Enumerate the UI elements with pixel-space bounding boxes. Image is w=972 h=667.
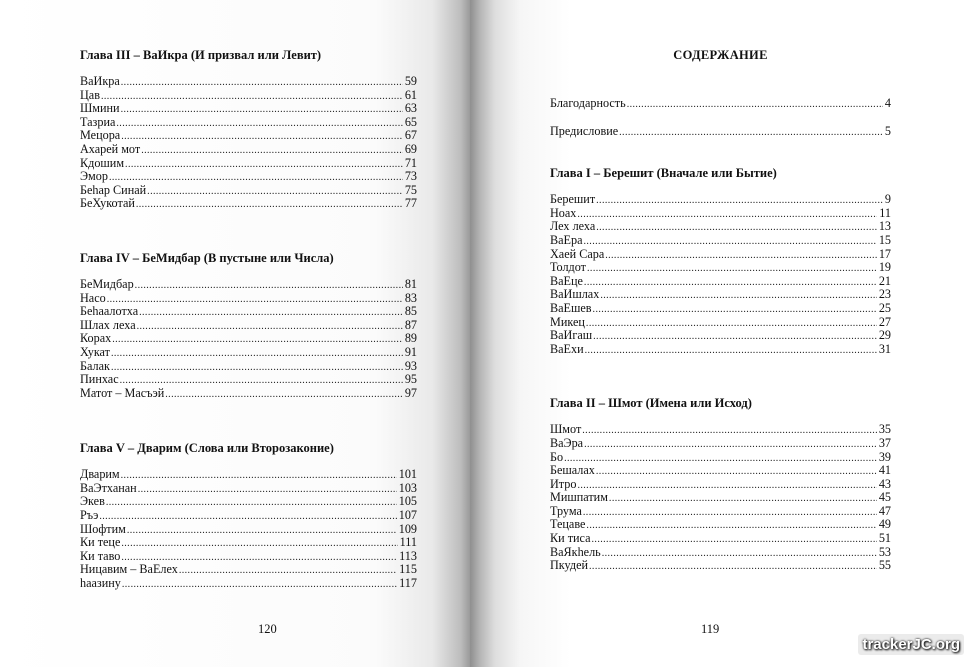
toc-entry[interactable] [550,288,891,302]
toc-entry-page: 37 [878,435,891,450]
dot-leader [101,90,403,104]
toc-entry-label: Ахарей мот [80,141,141,156]
toc-entry-page: 111 [399,535,417,550]
page-title: СОДЕРЖАНИЕ [673,48,768,62]
toc-entry-label: Ноах [550,205,577,220]
toc-entry[interactable] [550,451,891,465]
toc-entry-page: 21 [878,273,891,288]
dot-leader [582,424,877,438]
right-page [470,0,972,667]
toc-entry-page: 11 [879,205,891,220]
toc-entry[interactable] [80,292,417,306]
toc-entry[interactable] [80,116,417,130]
toc-entry[interactable] [550,464,891,478]
toc-entry-page: 105 [398,494,417,509]
toc-entry[interactable] [550,275,891,289]
left-page-toc [80,48,417,591]
toc-entry-label: ВаЯкһель [550,544,601,559]
toc-entry[interactable] [80,563,417,577]
toc-entry-page: 43 [878,476,891,491]
toc-entry[interactable] [550,518,891,532]
toc-entry[interactable] [550,261,891,275]
toc-entry[interactable] [80,197,417,211]
toc-entry-label: Микец [550,314,585,329]
toc-entry-page: 77 [404,196,417,211]
chapter-heading: Глава V – Дварим (Слова или Второзаконие) [80,441,334,456]
toc-entry-label: Цав [80,87,100,102]
toc-entry-label: БеМидбар [80,276,134,291]
front-matter-list [550,97,891,111]
dot-leader [135,279,403,293]
toc-entry-label: ВаИкра [80,74,120,88]
toc-entry-page: 83 [404,290,417,305]
dot-leader [584,438,877,452]
toc-entry[interactable] [550,491,891,505]
dot-leader [592,533,877,547]
toc-entry[interactable] [80,143,417,157]
chapter-heading: Глава IV – БеМидбар (В пустыне или Числа) [80,250,334,265]
dot-leader [147,185,403,199]
toc-entry-page: 109 [398,521,417,536]
dot-leader [139,306,403,320]
dot-leader [111,347,403,361]
toc-entry-label: Берешит [550,192,596,207]
toc-entry-label: Мишпатим [550,490,608,505]
toc-entry-label: БеХукотай [80,196,135,211]
toc-entry-label: Бешалах [550,463,595,478]
toc-entry-label: Лех леха [550,219,596,234]
toc-entry[interactable] [80,482,417,496]
toc-entry[interactable] [550,532,891,546]
dot-leader [127,524,397,538]
toc-entry[interactable] [80,468,417,482]
toc-entry[interactable] [550,193,891,207]
toc-entry[interactable] [80,387,417,401]
toc-entry-label: ВаЕра [550,232,583,247]
dot-leader [138,483,397,497]
dot-leader [121,76,403,90]
toc-entry-page: 97 [404,385,417,400]
toc-entry-label: Шлах леха [80,317,136,332]
toc-entry[interactable] [550,316,891,330]
toc-entry[interactable] [550,248,891,262]
toc-entry-label: Благодарность [550,96,626,110]
dot-leader [619,126,883,140]
toc-entry[interactable] [80,102,417,116]
toc-entry-label: Мецора [80,128,121,143]
toc-entry-label: Толдот [550,260,587,275]
toc-entry-page: 71 [404,155,417,170]
dot-leader [564,452,877,466]
toc-entry-page: 9 [884,192,891,207]
dot-leader [165,388,403,402]
toc-entry[interactable] [80,305,417,319]
toc-entry[interactable] [550,437,891,451]
dot-leader [586,317,877,331]
toc-entry-label: Матот – Масъэй [80,385,165,400]
toc-list [80,468,417,590]
toc-entry-label: Экев [80,494,105,509]
dot-leader [136,198,403,212]
toc-entry-label: ВаЭра [550,435,584,450]
toc-entry-page: 91 [404,344,417,359]
toc-entry-label: Хукат [80,344,110,359]
dot-leader [609,492,877,506]
toc-entry[interactable] [80,495,417,509]
dot-leader [179,564,397,578]
toc-entry-page: 31 [878,341,891,356]
toc-entry-label: Ки таво [80,548,121,563]
toc-entry[interactable] [550,302,891,316]
toc-entry-label: Ръэ [80,508,99,523]
toc-entry-label: Шмот [550,422,582,437]
toc-entry-page: 51 [878,531,891,546]
dot-leader [577,479,876,493]
toc-entry-page: 81 [404,276,417,291]
toc-entry[interactable] [80,346,417,360]
page-number: 120 [258,622,277,636]
toc-entry[interactable] [80,170,417,184]
toc-entry-label: ВаЭтханан [80,480,137,495]
toc-entry-label: Шмини [80,101,120,116]
dot-leader [593,303,877,317]
toc-entry-page: 75 [404,182,417,197]
toc-entry-page: 4 [884,96,891,110]
toc-entry-label: Эмор [80,169,108,184]
toc-entry-page: 5 [884,123,891,138]
toc-entry-label: Шофтим [80,521,126,536]
toc-entry[interactable] [550,234,891,248]
toc-entry-label: Тазриа [80,114,116,129]
toc-entry-label: Итро [550,476,577,491]
toc-entry-page: 117 [399,576,417,591]
toc-entry[interactable] [550,423,891,437]
dot-leader [121,469,397,483]
toc-entry-label: ВаЕхи [550,341,584,356]
toc-entry-page: 41 [878,463,891,478]
toc-entry-page: 59 [404,74,417,88]
page-number: 119 [701,622,720,636]
toc-entry[interactable] [550,343,891,357]
toc-entry[interactable] [80,75,417,89]
toc-entry[interactable] [550,505,891,519]
toc-entry-label: Бо [550,449,564,464]
toc-entry-page: 65 [404,114,417,129]
toc-entry[interactable] [550,97,891,111]
toc-entry-label: ВаЕшев [550,300,592,315]
dot-leader [584,235,877,249]
toc-entry-label: Балак [80,358,110,373]
toc-list [80,75,417,211]
toc-entry[interactable] [80,184,417,198]
toc-list [550,423,891,573]
toc-entry[interactable] [80,536,417,550]
toc-entry-page: 17 [878,246,891,261]
toc-entry-page: 95 [404,372,417,387]
toc-entry-page: 25 [878,300,891,315]
dot-leader [121,130,403,144]
toc-entry-page: 63 [404,101,417,116]
toc-entry-page: 107 [398,508,417,523]
toc-entry[interactable] [80,373,417,387]
dot-leader [99,510,396,524]
toc-entry-page: 113 [399,548,417,563]
toc-entry-page: 13 [878,219,891,234]
toc-entry[interactable] [80,129,417,143]
toc-entry-label: ВаЕце [550,273,583,288]
toc-entry-label: Беһаалотха [80,304,139,319]
toc-entry[interactable] [80,278,417,292]
dot-leader [585,344,877,358]
toc-entry-label: Ки теце [80,535,121,550]
toc-entry-page: 53 [878,544,891,559]
front-matter-list [550,125,891,139]
toc-entry-label: Пкудей [550,558,589,573]
toc-entry-label: Беһар Синай [80,182,147,197]
toc-entry-page: 89 [404,331,417,346]
dot-leader [596,221,877,235]
dot-leader [587,262,877,276]
toc-entry[interactable] [80,157,417,171]
chapter-heading: Глава II – Шмот (Имена или Исход) [550,396,752,411]
toc-list [80,278,417,400]
toc-entry-page: 87 [404,317,417,332]
dot-leader [125,158,403,172]
dot-leader [584,276,877,290]
chapter-heading: Глава III – ВаИкра (И призвал или Левит) [80,48,322,62]
dot-leader [627,98,883,112]
toc-entry-page: 35 [878,422,891,437]
toc-entry-page: 103 [398,480,417,495]
dot-leader [596,194,883,208]
dot-leader [121,103,403,117]
toc-entry[interactable] [80,523,417,537]
chapter-heading: Глава I – Берешит (Вначале или Бытие) [550,166,777,181]
watermark: trackerJC.org [858,634,964,655]
dot-leader [605,249,877,263]
toc-entry-label: ВаИгаш [550,328,593,343]
toc-entry-label: Ницавим – ВаЕлех [80,562,178,577]
dot-leader [116,117,402,131]
right-page-toc [550,48,891,573]
dot-leader [107,293,403,307]
toc-entry[interactable] [550,478,891,492]
toc-entry-page: 29 [878,328,891,343]
dot-leader [122,578,397,592]
toc-entry[interactable] [550,207,891,221]
toc-entry-page: 49 [878,517,891,532]
dot-leader [106,496,397,510]
dot-leader [109,171,403,185]
dot-leader [589,560,877,574]
left-page [0,0,470,667]
toc-entry-label: Пинхас [80,372,119,387]
dot-leader [596,465,877,479]
dot-leader [112,333,403,347]
toc-entry-page: 73 [404,169,417,184]
toc-entry[interactable] [80,319,417,333]
toc-entry-label: Хаей Сара [550,246,605,261]
toc-entry-page: 19 [878,260,891,275]
dot-leader [600,289,877,303]
toc-entry-page: 85 [404,304,417,319]
dot-leader [577,208,877,222]
toc-entry-page: 61 [404,87,417,102]
dot-leader [602,547,877,561]
dot-leader [593,330,877,344]
toc-entry-label: Корах [80,331,112,346]
toc-entry-page: 67 [404,128,417,143]
toc-entry-page: 47 [878,503,891,518]
toc-entry-page: 45 [878,490,891,505]
toc-entry-page: 55 [878,558,891,573]
toc-entry-page: 101 [398,467,417,482]
dot-leader [583,506,877,520]
dot-leader [586,519,876,533]
dot-leader [137,320,403,334]
toc-entry[interactable] [550,329,891,343]
dot-leader [111,361,403,375]
toc-entry[interactable] [80,89,417,103]
toc-entry-label: Ки тиса [550,531,591,546]
toc-entry-page: 39 [878,449,891,464]
toc-entry-label: Предисловие [550,123,619,138]
toc-entry-label: Трума [550,503,582,518]
toc-entry[interactable] [550,125,891,139]
toc-entry-page: 27 [878,314,891,329]
toc-entry-page: 115 [399,562,417,577]
toc-entry-page: 23 [878,287,891,302]
toc-entry-label: Тецаве [550,517,586,532]
toc-entry[interactable] [550,559,891,573]
toc-entry-label: ВаИшлах [550,287,600,302]
toc-entry[interactable] [80,509,417,523]
toc-entry[interactable] [80,550,417,564]
toc-entry-page: 69 [404,141,417,156]
toc-entry[interactable] [550,220,891,234]
toc-entry-label: Насо [80,290,106,305]
toc-entry-label: Дварим [80,467,120,482]
dot-leader [121,537,397,551]
toc-entry[interactable] [80,332,417,346]
toc-entry[interactable] [80,360,417,374]
toc-entry-label: Кдошим [80,155,125,170]
toc-entry-page: 15 [878,232,891,247]
dot-leader [141,144,403,158]
toc-list [550,193,891,356]
toc-entry[interactable] [550,546,891,560]
toc-entry-page: 93 [404,358,417,373]
toc-entry-label: һаазину [80,576,121,591]
toc-entry[interactable] [80,577,417,591]
